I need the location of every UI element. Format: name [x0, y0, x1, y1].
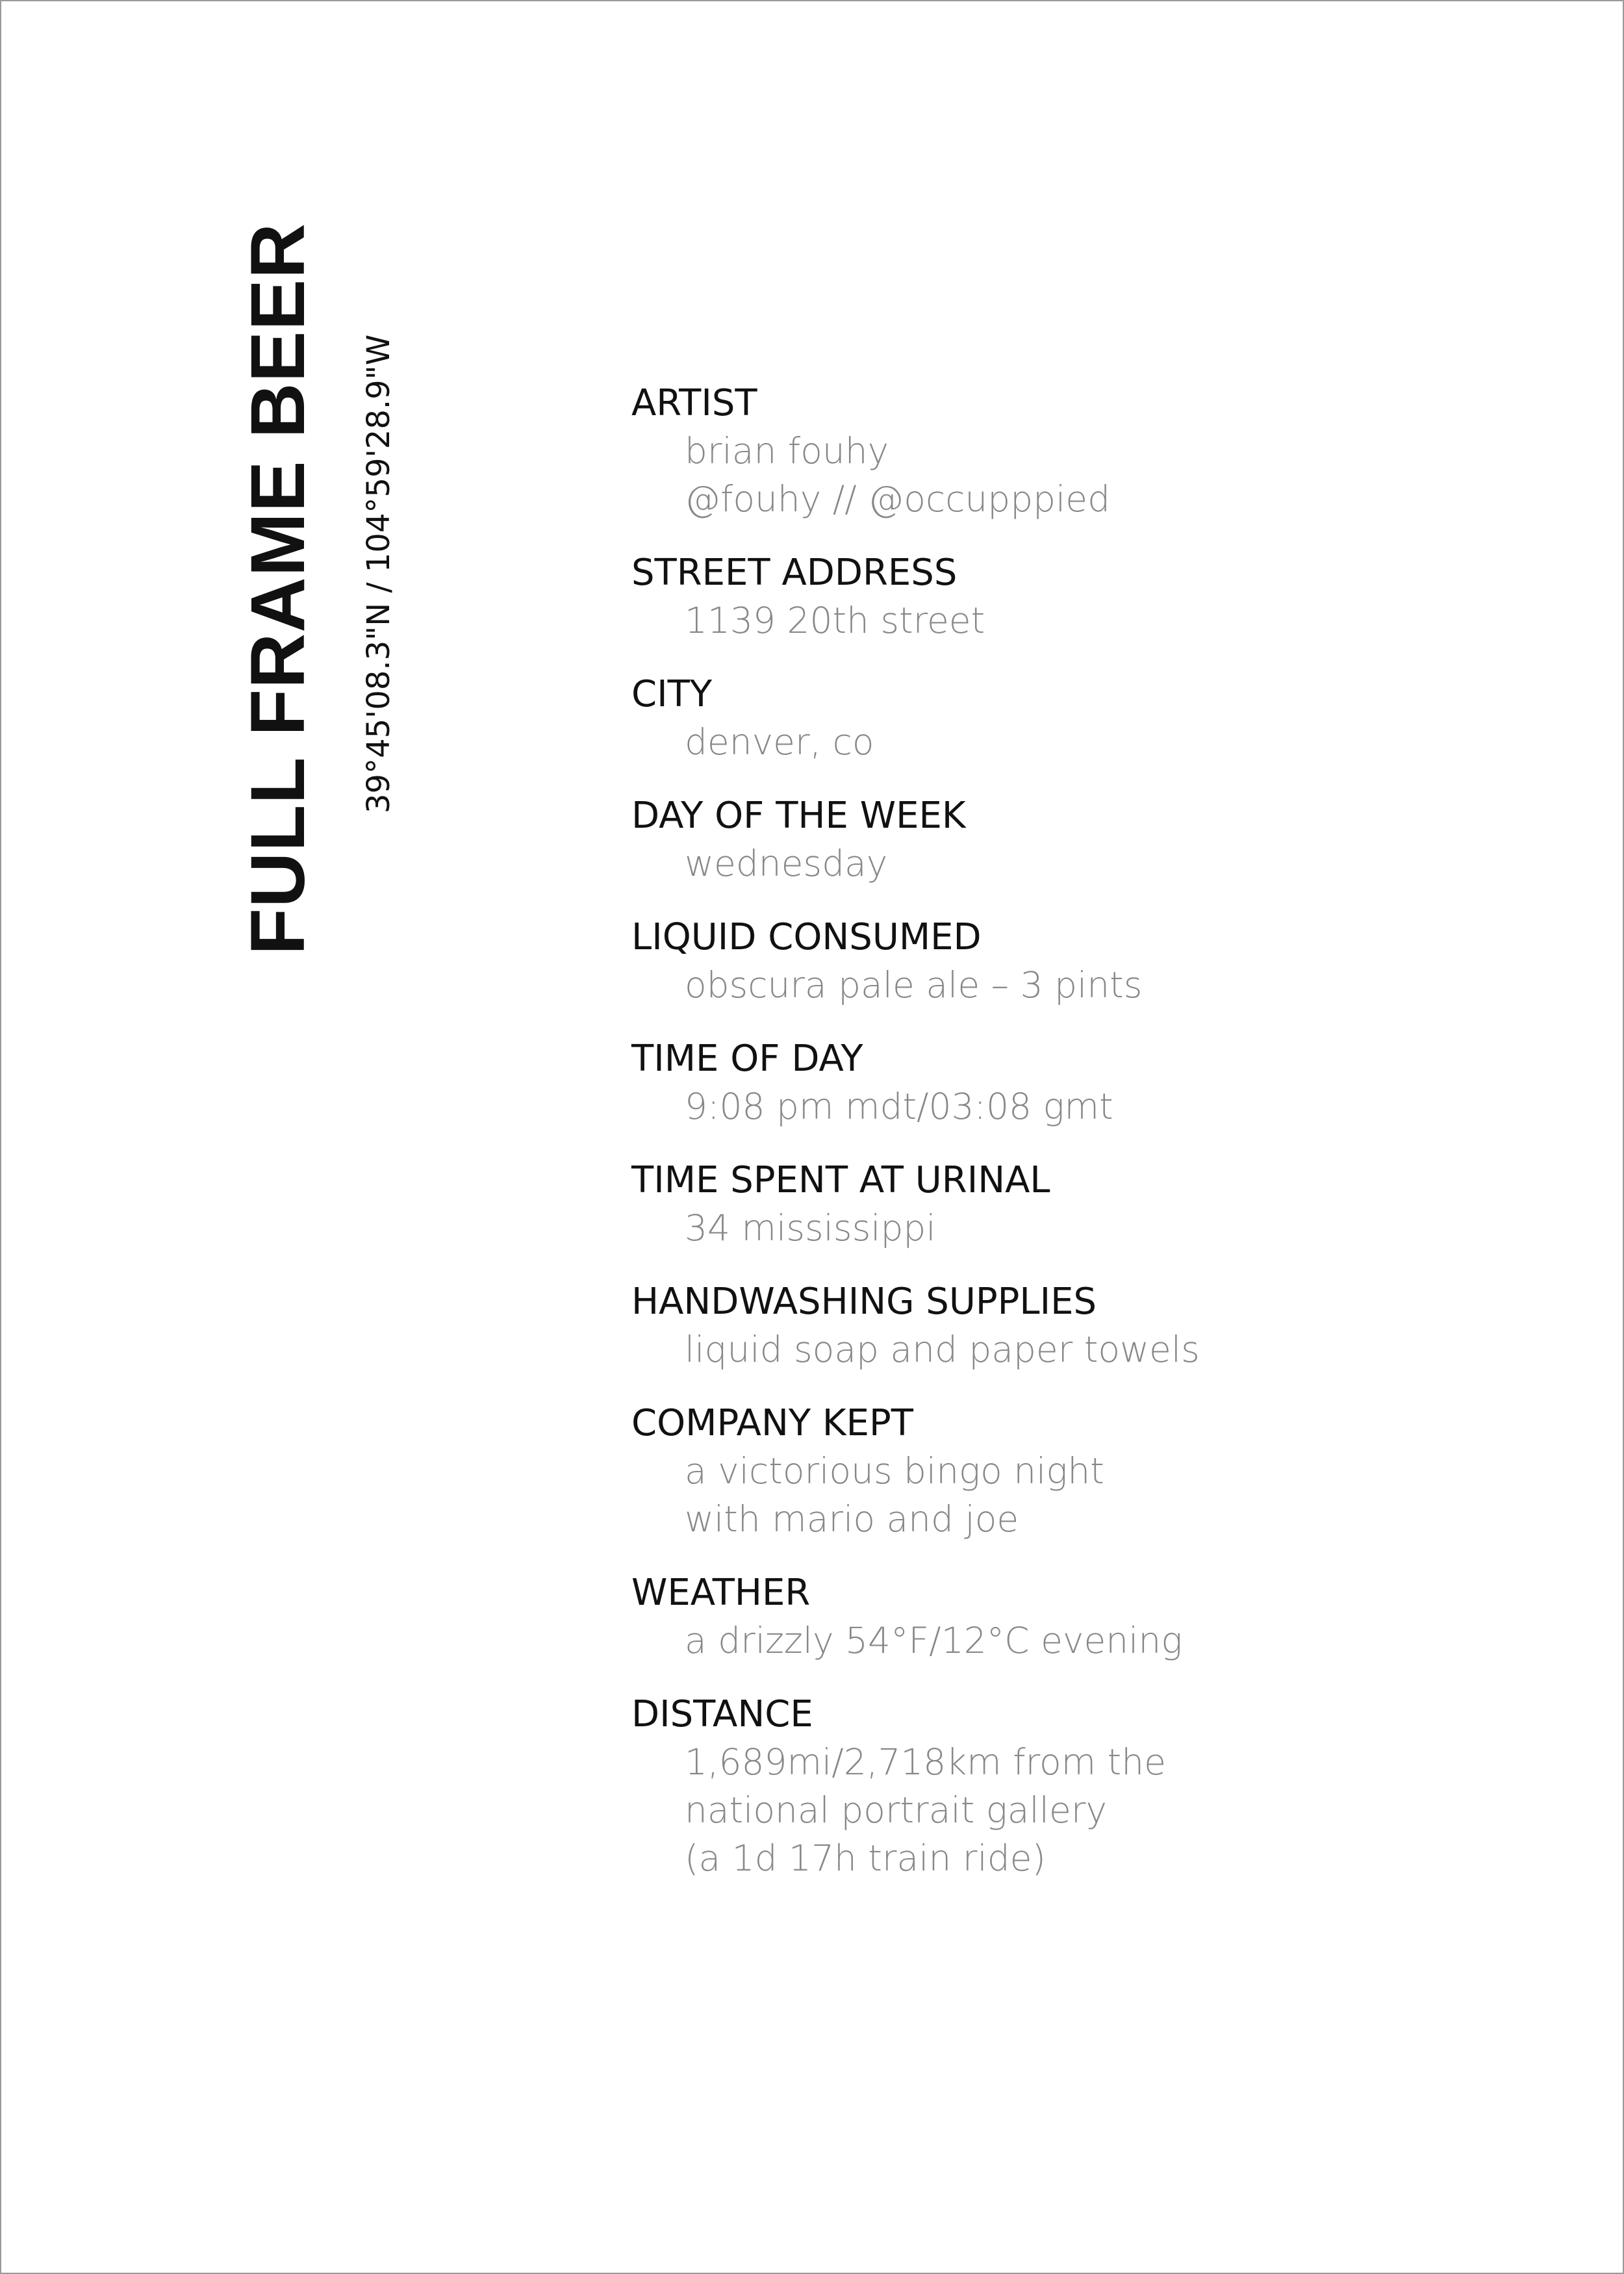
field-value: 1,689mi/2,718km from the — [685, 1741, 1166, 1783]
field-value: 34 mississippi — [685, 1207, 936, 1249]
field-label: HANDWASHING SUPPLIES — [631, 1281, 1097, 1323]
field-value: denver, co — [685, 721, 874, 763]
field-label: TIME SPENT AT URINAL — [631, 1159, 1050, 1201]
field-label: STREET ADDRESS — [631, 552, 958, 594]
poster-title: FULL FRAME BEER — [235, 222, 321, 955]
field-label: CITY — [631, 673, 713, 715]
field-value: 1139 20th street — [685, 600, 985, 641]
field-label: WEATHER — [631, 1572, 811, 1614]
artist-field — [631, 380, 1573, 523]
day-of-week-field — [631, 793, 1573, 888]
street-address-field — [631, 550, 1573, 645]
gps-coordinates: 39°45'08.3"N / 104°59'28.9"W — [361, 334, 397, 813]
time-of-day-field — [631, 1036, 1573, 1131]
distance-field — [631, 1691, 1573, 1882]
field-value: (a 1d 17h train ride) — [685, 1837, 1046, 1879]
weather-field — [631, 1570, 1573, 1665]
company-kept-field — [631, 1400, 1573, 1543]
field-value: liquid soap and paper towels — [685, 1329, 1200, 1370]
field-value: with mario and joe — [685, 1498, 1019, 1540]
field-label: LIQUID CONSUMED — [631, 916, 982, 958]
field-value: wednesday — [685, 843, 888, 884]
field-value: 9:08 pm mdt/03:08 gmt — [685, 1086, 1113, 1127]
field-value: @fouhy // @occupppied — [685, 478, 1111, 520]
field-value: obscura pale ale – 3 pints — [685, 964, 1143, 1006]
time-at-urinal-field — [631, 1157, 1573, 1252]
field-value: national portrait gallery — [685, 1789, 1108, 1831]
field-value: brian fouhy — [685, 430, 889, 472]
field-value: a drizzly 54°F/12°C evening — [685, 1620, 1183, 1661]
field-label: TIME OF DAY — [631, 1038, 863, 1080]
field-label: COMPANY KEPT — [631, 1402, 913, 1444]
details-list — [631, 380, 1573, 1909]
handwashing-supplies-field — [631, 1279, 1573, 1373]
field-label: ARTIST — [631, 382, 757, 424]
liquid-consumed-field — [631, 914, 1573, 1009]
field-value: a victorious bingo night — [685, 1450, 1104, 1492]
field-label: DAY OF THE WEEK — [631, 795, 966, 837]
field-label: DISTANCE — [631, 1693, 813, 1735]
city-field — [631, 671, 1573, 766]
